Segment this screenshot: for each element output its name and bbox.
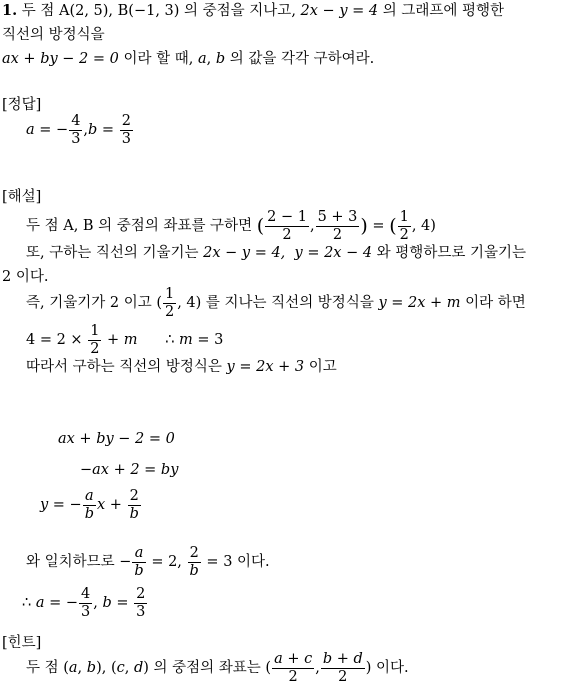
equation: y = 2x + 3 (226, 359, 305, 375)
equation: = 2, (146, 554, 187, 570)
equation: ax + by − 2 = 0 (58, 431, 175, 447)
problem-text: 두 점 A(2, 5), B(−1, 3) 의 중점을 지나고, (21, 3, 301, 19)
fraction (83, 488, 96, 523)
solution-text: 2 이다. (2, 269, 49, 285)
numerator: 5 + 3 (317, 208, 358, 225)
comma: , (315, 660, 320, 676)
variable-a: a (68, 660, 78, 676)
fraction (188, 545, 201, 580)
comma: , (124, 660, 134, 676)
fraction (88, 323, 101, 358)
equation: = 3 (192, 332, 224, 348)
denominator: b (134, 562, 144, 579)
equals: = (367, 218, 390, 234)
comma: , (83, 122, 89, 138)
variable-b: b (102, 595, 112, 611)
conclusion-line-1 (26, 544, 270, 580)
therefore: ∴ (165, 332, 180, 348)
equation: x + (97, 497, 127, 513)
fraction (398, 209, 411, 244)
solution-line-6 (26, 358, 337, 376)
hint-line (26, 650, 409, 686)
numerator: 4 (71, 112, 81, 129)
solution-text: 이라 하면 (460, 295, 526, 311)
fraction (316, 209, 360, 244)
variable-a: a (26, 122, 35, 138)
solution-line-3 (2, 268, 48, 286)
denominator: 2 (272, 668, 314, 686)
variable-m: m (179, 332, 193, 348)
solution-text: 또, 구하는 직선의 기울기는 (26, 245, 204, 261)
numerator: 4 (81, 585, 91, 602)
denominator: 2 (265, 226, 309, 244)
numerator: b + d (322, 650, 363, 667)
fraction (128, 488, 141, 523)
derivation-line-3 (40, 487, 142, 523)
comma: , (206, 51, 216, 67)
denominator: b (84, 505, 95, 522)
problem-text: 의 값을 각각 구하여라. (225, 51, 375, 67)
solution-line-5 (26, 322, 223, 358)
solution-text: , 4) (411, 218, 436, 234)
comma: , (93, 595, 103, 611)
numerator: 2 (129, 487, 139, 504)
problem-text: 직선의 방정식을 (2, 27, 105, 43)
problem-equation: 2x − y = 4 (300, 3, 379, 19)
fraction (163, 286, 176, 321)
fraction-a (69, 113, 82, 148)
equation: y = − (40, 497, 82, 513)
numerator: 2 (136, 585, 146, 602)
fraction (79, 586, 92, 621)
equals: = − (44, 595, 79, 611)
conclusion-line-2 (22, 585, 148, 621)
denominator: 2 (164, 303, 175, 320)
paren-open: ( (256, 215, 265, 237)
numerator: a (134, 544, 144, 561)
hint-text: ), ( (96, 660, 117, 676)
denominator: 3 (121, 130, 131, 147)
solution-header-label: [해설] (2, 189, 42, 205)
solution-text: , 4) 를 지나는 직선의 방정식을 (177, 295, 379, 311)
variable-d: d (133, 660, 144, 676)
equals: = (97, 122, 119, 138)
variable-b: b (215, 51, 226, 67)
problem-text: 이라 할 때, (118, 51, 198, 67)
answer-header-label: [정답] (2, 97, 42, 113)
variable-b: b (86, 660, 97, 676)
denominator: 2 (321, 668, 365, 686)
problem-equation: ax + by − 2 = 0 (2, 51, 119, 67)
solution-text: 두 점 A, B 의 중점의 좌표를 구하면 (26, 218, 257, 234)
comma: , (77, 660, 87, 676)
fraction (132, 545, 145, 580)
equation: y = 2x + m (378, 295, 461, 311)
equation: y = 2x − 4 (294, 245, 373, 261)
solution-header (2, 188, 41, 206)
variable-b: b (88, 122, 98, 138)
answer-line (26, 112, 134, 148)
solution-line-1: 두 점 A, B 의 중점의 좌표를 구하면 ( $\frac{2 - 1}{2}$ , $\frac{5 + 3}{2}$ ) = ( $\frac{1}{2}$ , 4) (26, 208, 436, 243)
numerator: 1 (90, 322, 100, 339)
variable-m: m (123, 332, 138, 348)
solution-line-4 (26, 285, 526, 321)
equals: = − (34, 122, 69, 138)
fraction-b (120, 113, 133, 148)
fraction (272, 651, 314, 686)
solution-line-2 (26, 244, 526, 262)
problem-line-2 (2, 26, 105, 44)
hint-text: ) 의 중점의 좌표는 ( (143, 660, 272, 676)
problem-text: 의 그래프에 평행한 (378, 3, 504, 19)
denominator: 3 (71, 130, 81, 147)
denominator: 3 (136, 603, 146, 620)
equation: 4 = 2 × (26, 332, 88, 348)
denominator: 2 (90, 340, 100, 357)
problem-line-1 (2, 2, 504, 20)
solution-text: 즉, 기울기가 2 이고 ( (26, 295, 162, 311)
solution-text: 와 평행하므로 기울기는 (372, 245, 526, 261)
variable-a: a (35, 595, 45, 611)
problem-number: 1. (2, 2, 18, 19)
numerator: 2 − 1 (267, 208, 307, 225)
numerator: 2 (121, 112, 131, 129)
denominator: b (129, 505, 139, 522)
derivation-line-2 (80, 461, 178, 479)
denominator: b (189, 562, 199, 579)
problem-line-3 (2, 50, 374, 68)
numerator: a + c (274, 650, 313, 667)
numerator: 2 (189, 544, 199, 561)
solution-text: 이고 (304, 359, 337, 375)
hint-text: 두 점 ( (26, 660, 69, 676)
solution-text: 와 일치하므로 − (26, 554, 132, 570)
equation: −ax + 2 = by (80, 462, 179, 478)
fraction (134, 586, 147, 621)
denominator: 2 (316, 226, 360, 244)
denominator: 2 (399, 226, 409, 243)
paren-open: ( (389, 215, 397, 237)
plus: + (102, 332, 124, 348)
denominator: 3 (81, 603, 91, 620)
derivation-line-1 (58, 430, 175, 448)
numerator: 1 (164, 285, 175, 302)
numerator: 1 (399, 208, 409, 225)
paren-close: ) (360, 215, 368, 237)
variable-a: a (197, 51, 207, 67)
variable-c: c (116, 660, 125, 676)
therefore: ∴ (22, 595, 36, 611)
equation: 2x − y = 4, (203, 245, 286, 261)
equals: = (111, 595, 134, 611)
numerator: a (85, 487, 94, 504)
fraction (265, 209, 309, 244)
hint-header-label: [힌트] (2, 635, 42, 651)
hint-text: ) 이다. (365, 660, 409, 676)
solution-text: 따라서 구하는 직선의 방정식은 (26, 359, 227, 375)
fraction (321, 651, 365, 686)
solution-text: = 3 이다. (201, 554, 270, 570)
